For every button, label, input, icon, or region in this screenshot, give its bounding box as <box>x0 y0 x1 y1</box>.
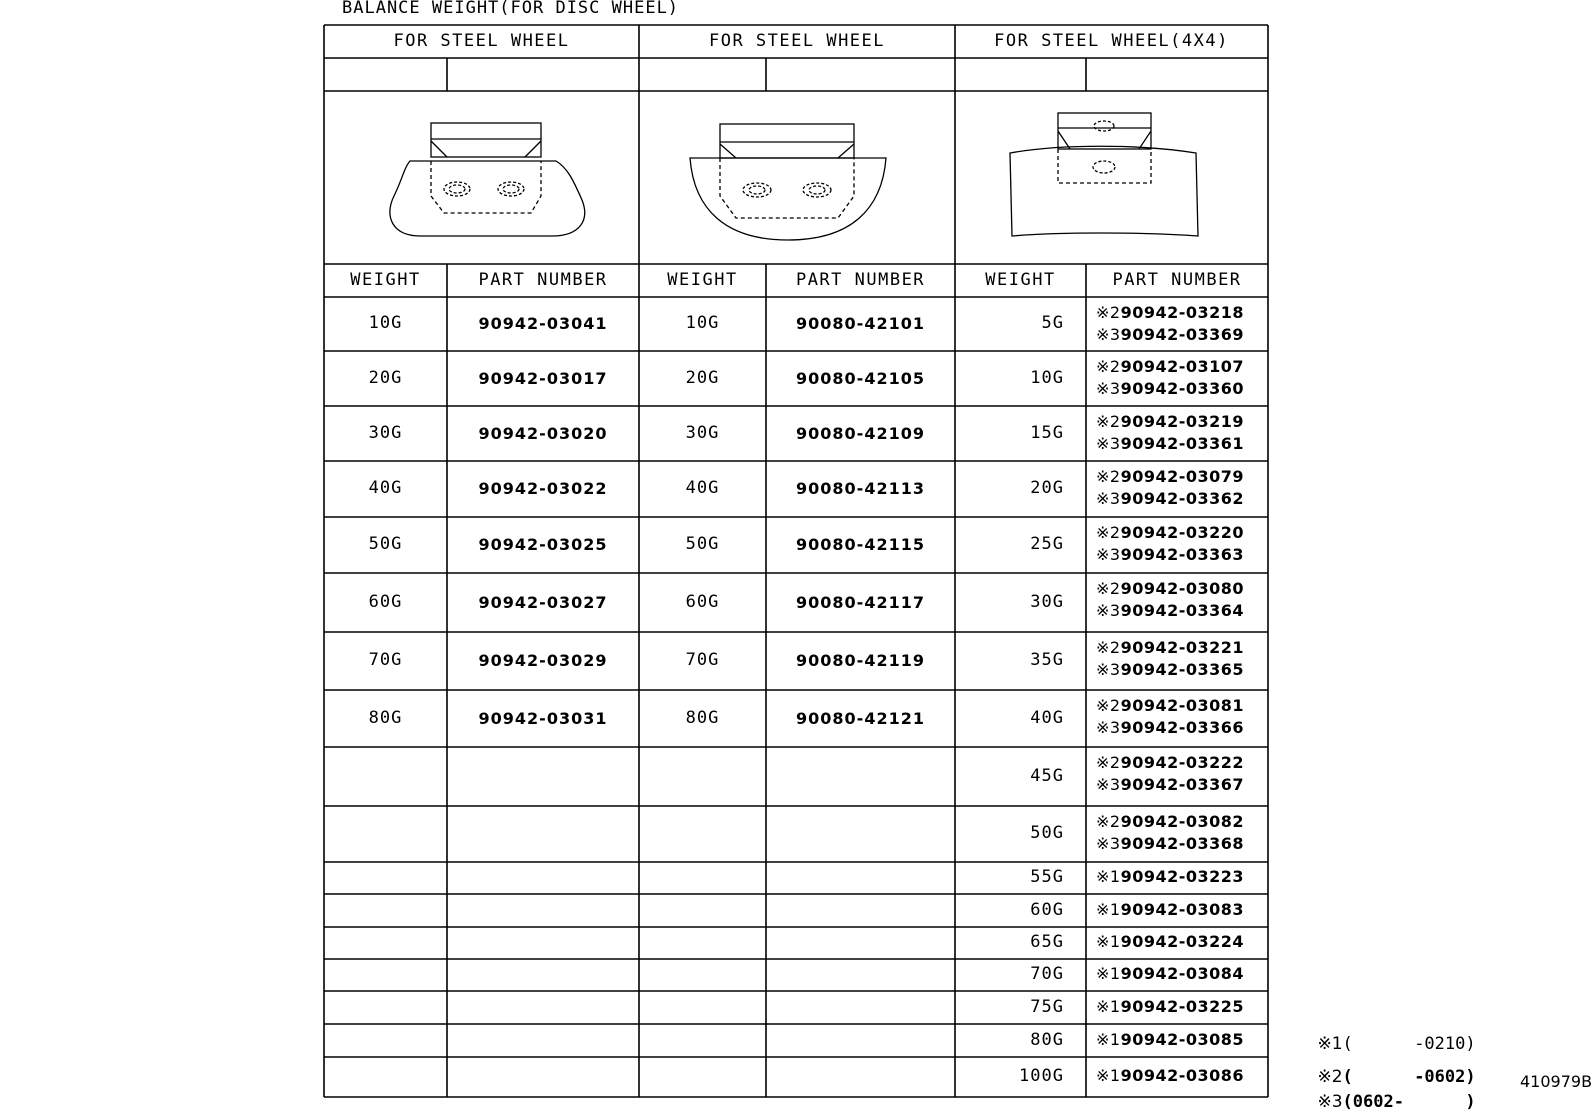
part-number: 90942-03220 <box>1120 523 1245 542</box>
part-number: 90942-03225 <box>1120 996 1245 1016</box>
table-row-weight: 5G <box>1041 313 1064 333</box>
table-row-part-number <box>1096 869 1244 885</box>
table-row-part-number: 90080-42101 <box>796 314 925 333</box>
footnote-mark: ※2 <box>1096 357 1121 376</box>
footnote-mark: ※1 <box>1096 932 1121 951</box>
table-row-weight: 20G <box>1030 478 1064 498</box>
table-row-part-number <box>1096 603 1244 619</box>
footnote-mark: ※3 <box>1096 379 1121 398</box>
table-row-part-number: 90942-03029 <box>478 651 608 670</box>
table-row-weight: 30G <box>685 422 720 443</box>
table-row-part-number <box>1096 469 1244 485</box>
footnote-1: ※1( -0210) <box>1317 1034 1476 1054</box>
column-header-1: FOR STEEL WHEEL <box>393 31 570 51</box>
part-number: 90942-03369 <box>1120 325 1245 344</box>
part-number: 90942-03363 <box>1120 545 1245 564</box>
table-row-part-number <box>1096 720 1244 736</box>
table-row-part-number <box>1096 359 1244 375</box>
footnote-mark: ※1 <box>1096 899 1121 919</box>
table-row-part-number <box>1096 640 1244 656</box>
table-row-part-number <box>1096 525 1244 541</box>
part-number: 90942-03082 <box>1120 812 1245 831</box>
part-number: 90942-03086 <box>1120 1066 1245 1085</box>
table-row-weight: 20G <box>685 367 720 388</box>
table-row-weight: 80G <box>368 707 403 728</box>
footnote-mark: ※3 <box>1096 601 1121 620</box>
footnote-mark: ※2 <box>1096 303 1121 322</box>
part-number: 90942-03361 <box>1120 434 1245 453</box>
footnote-mark: ※2 <box>1096 753 1121 772</box>
table-row-part-number <box>1096 491 1244 507</box>
table-row-part-number <box>1096 1068 1244 1084</box>
part-number: 90942-03368 <box>1120 834 1245 853</box>
table-row-weight: 30G <box>1030 591 1064 612</box>
footnote-mark: ※1 <box>1096 1029 1121 1049</box>
table-row-weight: 55G <box>1030 867 1064 887</box>
table-row-weight: 80G <box>685 707 720 728</box>
table-row-weight: 10G <box>685 313 720 333</box>
table-row-weight: 60G <box>1030 899 1064 920</box>
table-row-part-number <box>1096 581 1244 597</box>
table-row-weight: 60G <box>685 591 720 612</box>
table-row-weight: 20G <box>368 367 403 388</box>
footnote-mark: ※3 <box>1096 545 1121 564</box>
table-row-part-number <box>1096 836 1244 852</box>
table-row-weight: 10G <box>1030 367 1064 388</box>
part-number: 90942-03366 <box>1120 718 1245 737</box>
table-row-weight: 50G <box>685 534 720 554</box>
footnote-mark: ※3 <box>1096 325 1121 344</box>
footnote-mark: ※2 <box>1096 412 1121 431</box>
table-row-part-number: 90080-42115 <box>796 535 925 554</box>
part-number: 90942-03085 <box>1120 1029 1245 1049</box>
table-row-part-number <box>1096 547 1244 563</box>
footnote-mark: ※3 <box>1096 489 1121 508</box>
table-row-part-number: 90942-03022 <box>478 479 608 498</box>
table-row-weight: 40G <box>368 478 403 498</box>
table-row-weight: 75G <box>1030 996 1064 1017</box>
table-row-part-number: 90080-42105 <box>796 368 925 388</box>
table-row-part-number: 90080-42121 <box>796 708 925 728</box>
table-row-part-number <box>1096 934 1244 950</box>
footnote-mark: ※1 <box>1096 1066 1121 1085</box>
table-row-part-number <box>1096 966 1244 982</box>
table-row-part-number <box>1096 777 1244 793</box>
column-header-2: FOR STEEL WHEEL <box>708 31 886 51</box>
table-row-part-number: 90080-42119 <box>796 651 925 670</box>
table-row-part-number <box>1096 755 1244 771</box>
footnote-mark: ※2 <box>1096 467 1121 486</box>
table-row-weight: 70G <box>685 650 720 670</box>
footnote-3: ※3(0602- ) <box>1317 1092 1476 1112</box>
part-number: 90942-03219 <box>1120 412 1245 431</box>
table-row-part-number: 90942-03017 <box>478 368 608 388</box>
table-row-part-number: 90942-03027 <box>478 592 608 612</box>
weight-illustration-3 <box>1010 113 1198 236</box>
table-row-weight: 15G <box>1030 422 1064 443</box>
table-row-weight: 50G <box>368 534 403 554</box>
part-number: 90942-03223 <box>1120 867 1245 886</box>
table-row-weight: 60G <box>368 591 403 612</box>
table-row-part-number <box>1096 1029 1245 1049</box>
part-number: 90942-03079 <box>1120 467 1245 486</box>
table-row-part-number: 90942-03020 <box>478 423 608 443</box>
table-row-weight: 70G <box>368 650 403 670</box>
table-row-part-number <box>1096 327 1244 343</box>
part-number: 90942-03362 <box>1120 489 1245 508</box>
part-number: 90942-03221 <box>1120 638 1245 657</box>
footnote-mark: ※3 <box>1096 775 1121 794</box>
part-number: 90942-03083 <box>1120 899 1245 919</box>
table-row-weight: 30G <box>368 422 403 443</box>
table-row-weight: 40G <box>685 478 720 498</box>
table-row-weight: 70G <box>1030 964 1064 984</box>
footnote-mark: ※3 <box>1096 834 1121 853</box>
part-number: 90942-03080 <box>1120 579 1245 598</box>
table-row-weight: 65G <box>1030 932 1064 952</box>
table-row-weight: 80G <box>1030 1029 1064 1050</box>
footnote-mark: ※1 <box>1096 996 1121 1016</box>
table-row-part-number: 90942-03031 <box>478 708 608 728</box>
weight-label-2: WEIGHT <box>667 270 738 290</box>
footnote-mark: ※1 <box>1096 964 1121 983</box>
part-number-label-2: PART NUMBER <box>795 270 926 290</box>
part-number: 90942-03224 <box>1120 932 1245 951</box>
footnote-mark: ※2 <box>1096 638 1121 657</box>
footnote-mark: ※3 <box>1096 660 1121 679</box>
part-number: 90942-03364 <box>1120 601 1245 620</box>
part-number: 90942-03084 <box>1120 964 1245 983</box>
part-number-label-3: PART NUMBER <box>1112 270 1242 290</box>
table-row-part-number: 90080-42109 <box>796 423 925 443</box>
table-row-part-number <box>1096 996 1245 1016</box>
table-row-part-number: 90080-42113 <box>796 479 925 498</box>
weight-label-3: WEIGHT <box>985 270 1056 290</box>
part-number: 90942-03365 <box>1120 660 1245 679</box>
part-number: 90942-03081 <box>1120 696 1245 715</box>
footnote-mark: ※2 <box>1096 812 1121 831</box>
part-number-label-1: PART NUMBER <box>478 270 608 290</box>
column-header-3: FOR STEEL WHEEL(4X4) <box>994 31 1229 51</box>
part-number: 90942-03218 <box>1120 303 1245 322</box>
table-row-part-number <box>1096 662 1244 678</box>
table-row-weight: 10G <box>368 313 403 333</box>
table-row-weight: 45G <box>1030 765 1064 786</box>
table-row-weight: 40G <box>1030 707 1064 728</box>
table-row-part-number: 90942-03041 <box>478 314 608 333</box>
figure-id: 410979B <box>1520 1072 1592 1091</box>
part-number: 90942-03367 <box>1120 775 1245 794</box>
weight-illustration-2 <box>690 124 886 240</box>
footnote-mark: ※3 <box>1096 718 1121 737</box>
table-row-part-number: 90942-03025 <box>478 535 608 554</box>
table-row-part-number <box>1096 414 1244 430</box>
table-row-part-number <box>1096 899 1245 919</box>
table-row-part-number <box>1096 381 1244 397</box>
footnote-2: ※2( -0602) <box>1317 1067 1476 1087</box>
footnote-mark: ※2 <box>1096 579 1121 598</box>
part-number: 90942-03107 <box>1120 357 1245 376</box>
part-number: 90942-03360 <box>1120 379 1245 398</box>
table-row-part-number <box>1096 814 1244 830</box>
table-row-part-number: 90080-42117 <box>796 592 925 612</box>
table-row-part-number <box>1096 436 1244 452</box>
footnote-mark: ※3 <box>1096 434 1121 453</box>
footnote-mark: ※2 <box>1096 523 1121 542</box>
page-title: BALANCE WEIGHT(FOR DISC WHEEL) <box>342 0 680 18</box>
table-row-weight: 100G <box>1019 1066 1064 1086</box>
footnote-mark: ※1 <box>1096 867 1121 886</box>
weight-illustration-1 <box>390 123 585 236</box>
footnote-mark: ※2 <box>1096 696 1121 715</box>
table-row-weight: 35G <box>1030 650 1064 670</box>
table-row-part-number <box>1096 305 1244 321</box>
table-row-part-number <box>1096 698 1244 714</box>
part-number: 90942-03222 <box>1120 753 1245 772</box>
weight-label-1: WEIGHT <box>350 270 421 290</box>
table-row-weight: 50G <box>1030 823 1064 843</box>
table-row-weight: 25G <box>1030 534 1064 554</box>
